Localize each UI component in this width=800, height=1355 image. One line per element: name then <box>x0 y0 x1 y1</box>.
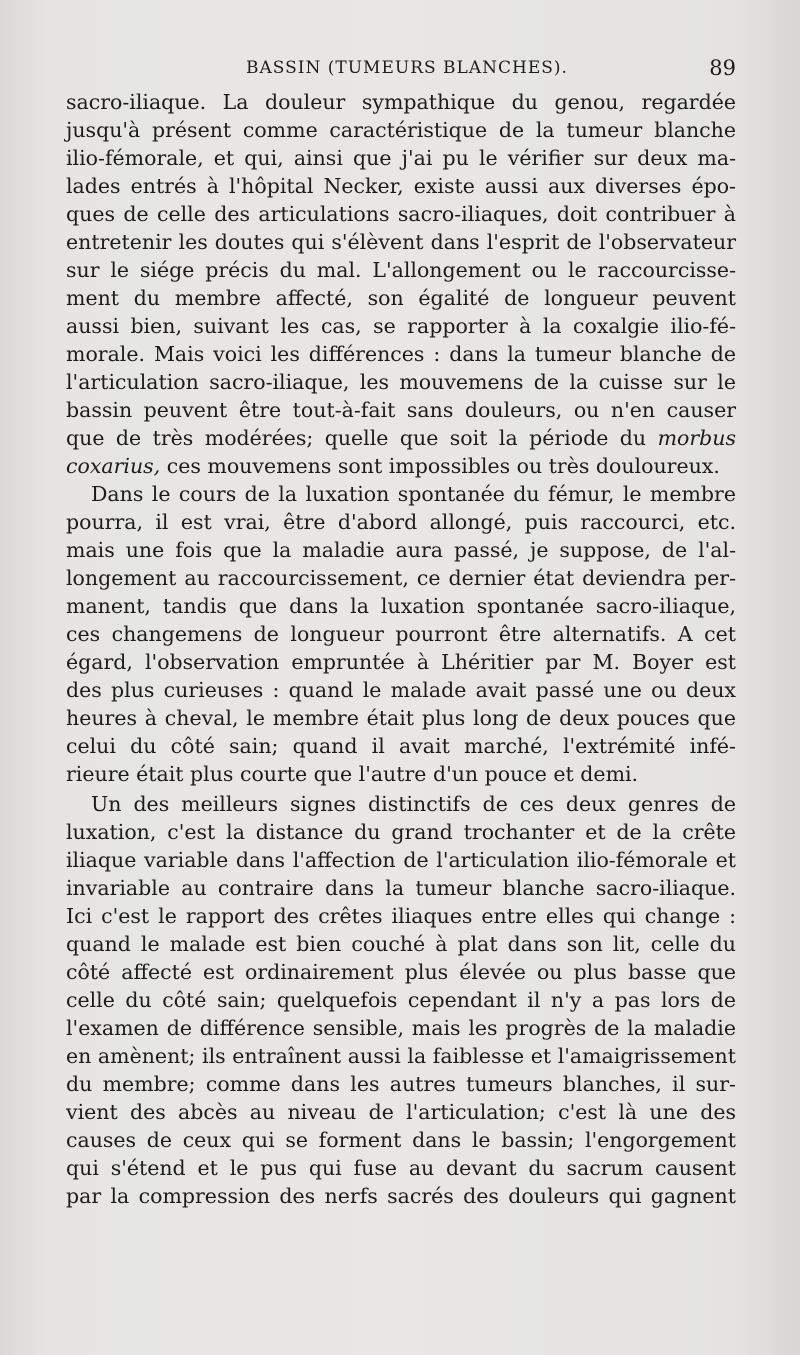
text-line: par la compression des nerfs sacrés des douleurs qui gagnent <box>66 1184 736 1208</box>
text-line: l'articulation sacro-iliaque, les mouvemens de la cuisse sur le <box>66 370 736 394</box>
running-header <box>66 58 736 84</box>
italic-term: morbus <box>657 426 736 450</box>
text-line: invariable au contraire dans la tumeur blanche sacro-iliaque. <box>66 876 736 900</box>
text-line: heures à cheval, le membre était plus long de deux pouces que <box>66 706 736 730</box>
text-line: Un des meilleurs signes distinctifs de ces deux genres de <box>91 792 736 816</box>
text-line: manent, tandis que dans la luxation spontanée sacro-iliaque, <box>66 594 736 618</box>
text-line: en amènent; ils entraînent aussi la faiblesse et l'amaigrissement <box>66 1044 736 1068</box>
text-line: ment du membre affecté, son égalité de longueur peuvent <box>66 286 736 310</box>
running-title: BASSIN (TUMEURS BLANCHES). <box>246 58 568 78</box>
text-line: sur le siége précis du mal. L'allongement ou le raccourcisse- <box>66 258 736 282</box>
paragraph <box>66 790 736 1210</box>
text-line: Dans le cours de la luxation spontanée du fémur, le membre <box>91 482 736 506</box>
text-segment: ces mouvemens sont impossibles ou très douloureux. <box>166 454 720 478</box>
text-line: bassin peuvent être tout-à-fait sans douleurs, ou n'en causer <box>66 398 736 422</box>
text-line: mais une fois que la maladie aura passé, je suppose, de l'al- <box>66 538 736 562</box>
text-line: iliaque variable dans l'affection de l'articulation ilio-fémorale et <box>66 848 736 872</box>
body-text <box>66 88 736 1210</box>
text-line: celui du côté sain; quand il avait marché, l'extrémité infé- <box>66 734 736 758</box>
text-line: lades entrés à l'hôpital Necker, existe aussi aux diverses épo- <box>66 174 736 198</box>
text-line: Ici c'est le rapport des crêtes iliaques entre elles qui change : <box>66 904 736 928</box>
text-line: ilio-fémorale, et qui, ainsi que j'ai pu le vérifier sur deux ma- <box>66 146 736 170</box>
text-line: luxation, c'est la distance du grand trochanter et de la crête <box>66 820 736 844</box>
text-line-mixed <box>66 452 736 480</box>
text-line: ces changemens de longueur pourront être alternatifs. A cet <box>66 622 736 646</box>
paragraph <box>66 88 736 480</box>
text-line: causes de ceux qui se forment dans le bassin; l'engorgement <box>66 1128 736 1152</box>
text-line: jusqu'à présent comme caractéristique de la tumeur blanche <box>66 118 736 142</box>
italic-term: coxarius, <box>66 454 161 478</box>
text-line: vient des abcès au niveau de l'articulation; c'est là une des <box>66 1100 736 1124</box>
text-line: sacro-iliaque. La douleur sympathique du genou, regardée <box>66 90 736 114</box>
text-line: du membre; comme dans les autres tumeurs blanches, il sur- <box>66 1072 736 1096</box>
text-line: morale. Mais voici les différences : dans la tumeur blanche de <box>66 342 736 366</box>
page-number: 89 <box>709 56 736 80</box>
text-line: rieure était plus courte que l'autre d'un pouce et demi. <box>66 762 639 786</box>
text-line: longement au raccourcissement, ce dernier état deviendra per- <box>66 566 736 590</box>
text-line: ques de celle des articulations sacro-iliaques, doit contribuer à <box>66 202 736 226</box>
text-line: pourra, il est vrai, être d'abord allongé, puis raccourci, etc. <box>66 510 736 534</box>
text-line: l'examen de différence sensible, mais les progrès de la maladie <box>66 1016 736 1040</box>
text-line: entretenir les doutes qui s'élèvent dans l'esprit de l'observateur <box>66 230 736 254</box>
text-segment: que de très modérées; quelle que soit la période du <box>66 426 647 450</box>
text-line: qui s'étend et le pus qui fuse au devant du sacrum causent <box>66 1156 736 1180</box>
text-line: aussi bien, suivant les cas, se rapporter à la coxalgie ilio-fé- <box>66 314 736 338</box>
text-line: côté affecté est ordinairement plus élevée ou plus basse que <box>66 960 736 984</box>
text-line: quand le malade est bien couché à plat dans son lit, celle du <box>66 932 736 956</box>
text-line-mixed <box>66 424 736 452</box>
text-line: égard, l'observation empruntée à Lhéritier par M. Boyer est <box>66 650 736 674</box>
paragraph <box>66 480 736 788</box>
text-line: celle du côté sain; quelquefois cependant il n'y a pas lors de <box>66 988 736 1012</box>
text-line: des plus curieuses : quand le malade avait passé une ou deux <box>66 678 736 702</box>
